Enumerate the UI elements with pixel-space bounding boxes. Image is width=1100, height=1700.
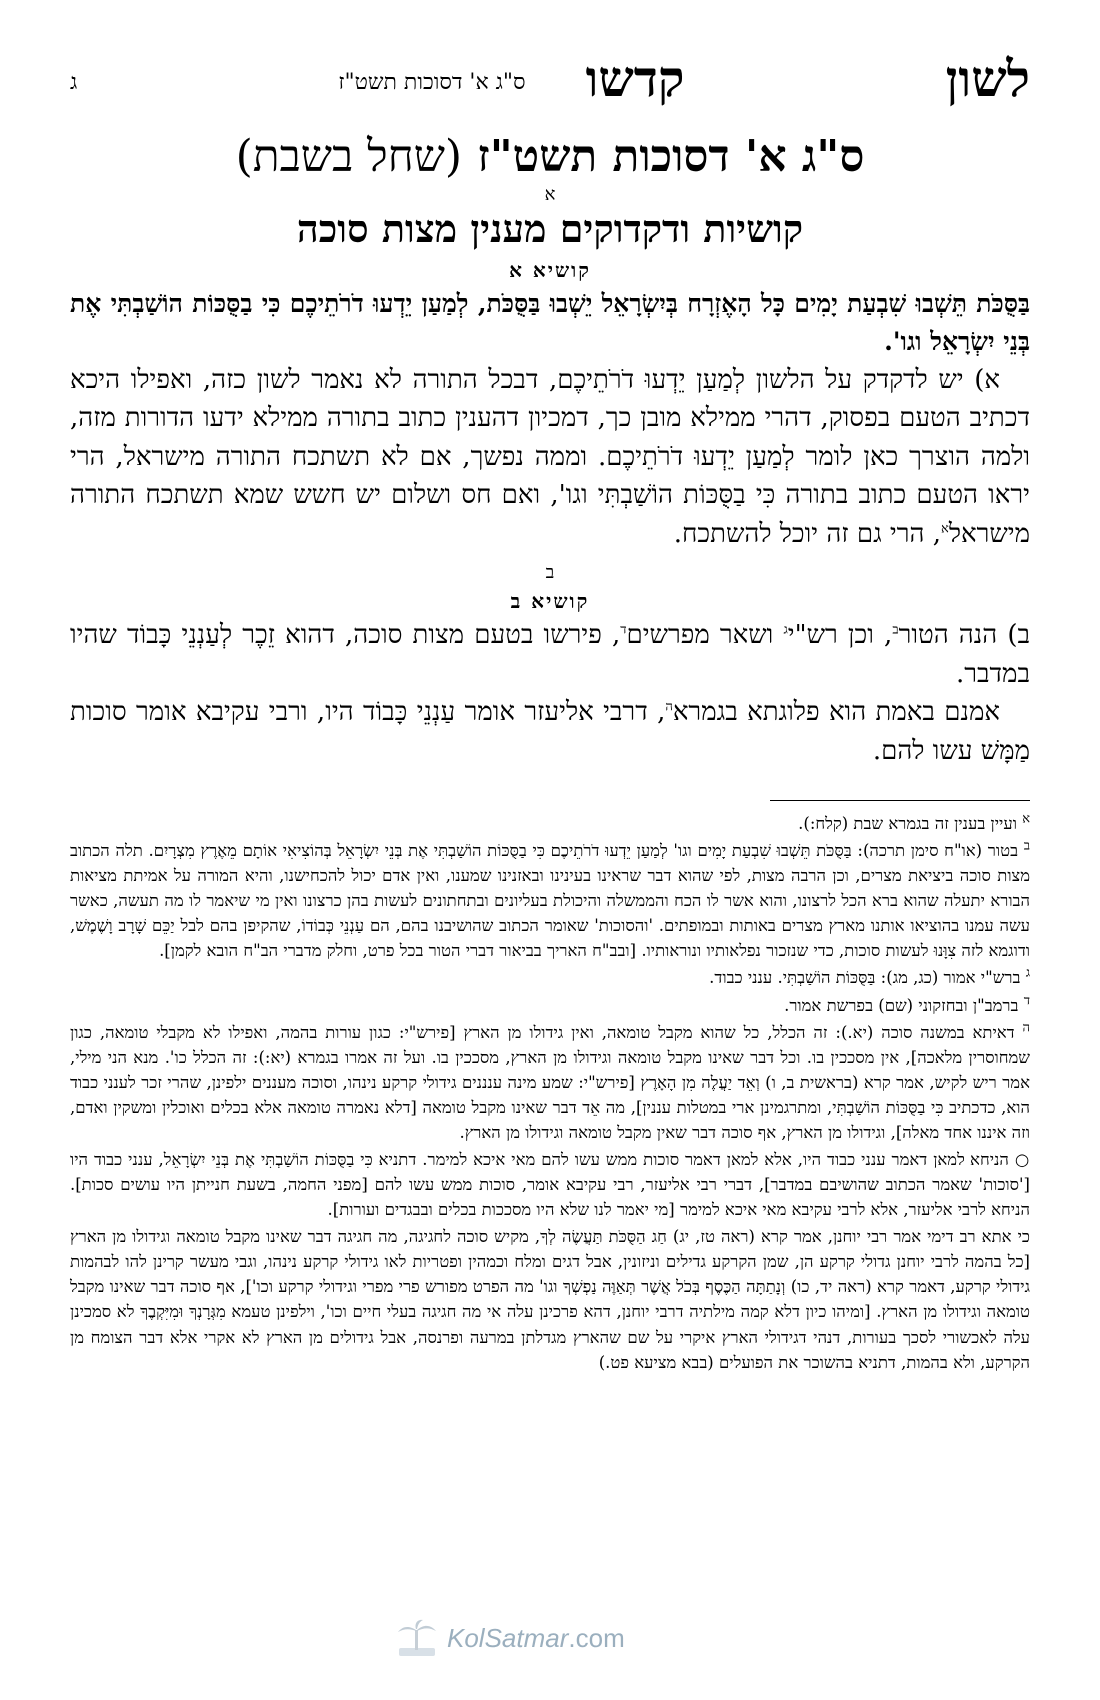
header-right-word: לשון bbox=[945, 49, 1030, 108]
header-second-word: קדשו bbox=[585, 49, 685, 108]
footnote-5-continued bbox=[70, 1147, 1030, 1222]
paragraph-2-part: , וכן רש"י bbox=[787, 620, 893, 651]
footnote-5-continued-2 bbox=[70, 1224, 1030, 1374]
footnote-text: כי אתא רב דימי אמר רבי יוחנן, אמר קרא (ראה טז, יג) חַג הַסֻּכֹּת תַּעֲשֶׂה לְךָ, מקיש סוכה לחגיגה, מה חגיגה דבר שאינו מקבל טומאה וגידולו מן הארץ [כל בהמה לרבי יוחנן גדולי קרקע הן, שמן הקרקע גדילים וניזונין, אבל דגים ומלח וכמהין ופטריות לאו גידולי קרקע נינהו, וגבי מעשר קרינן להו לבהמות גידולי קרקע, דאמר קרא (ראה יד, כו) וְנָתַתָּה הַכֶּסֶף בְּכֹל אֲשֶׁר תְּאַוֶּה נַפְשְׁךָ וגו' מה הפרט מפורש פרי מפרי וגידולי קרקע וכו'], אף סוכה דבר שאינו מקבל טומאה וגידולו מן הארץ. [ומיהו כיון דלא קמה מילתיה דרבי יוחנן, דהא פרכינן עלה אי מה חגיגה בעלי חיים וכו', וילפינן טעמא מִגְּרָנְךָ וּמִיִּקְבֶךָ לא סמכינן עלה לאכשורי לסכך בעורות, דנהי דגידולי הארץ איקרי על שם שהארץ מגדלתן במרעה ופרנסה, אבל גידולים מן הארץ לא אקרי אלא דבר הצומח מן הקרקע, ולא בהמות, דתניא בהשוכר את הפועלים (בבא מציעא פט.) bbox=[70, 1227, 1030, 1372]
paragraph-3-part: , דרבי אליעזר אומר עַנְנֵי כָּבוֹד היו, ורבי עקיבא אומר סוכות מַמָּשׁ עשו להם. bbox=[70, 697, 1030, 766]
paragraph-2-part: ב) הנה הטור bbox=[898, 620, 1030, 651]
header-parsha: ס"ג א' דסוכות תשט"ז bbox=[338, 69, 526, 95]
paragraph-2 bbox=[70, 616, 1030, 693]
footnote-text: דאיתא במשנה סוכה (יא.): זה הכלל, כל שהוא מקבל טומאה, ואין גידולו מן הארץ [פירש"י: כגון עורות בהמה, ואפילו לא מקבלי טומאה, כגון שמחוסרין מלאכה], אין מסככין בו. וכל דבר שאינו מקבל טומאה וגידולו מן הארץ, מסככין בו. ועל זה אמרו בגמרא (יא:): זה הכלל כו'. מנא הני מילי, אמר ריש לקיש, אמר קרא (בראשית ב, ו) וְאֵד יַעֲלֶה מִן הָאָרֶץ [פירש"י: שמע מינה ענננים גידולי קרקע נינהו, וסוכה מעננים ילפינן, שהרי זכר לענני כבוד הוא, כדכתיב כִּי בַסֻּכּוֹת הוֹשַׁבְתִּי, ומתרגמינן ארי במטלות עננין], מה אֵד דבר שאינו מקבל טומאה [דלא נאמרה טומאה אלא בכלים ואוכלין ומשקין ואדם, וזה איננו אחד מאלה], וגידולו מן הארץ, אף סוכה דבר שאין מקבל טומאה וגידולו מן הארץ. bbox=[70, 1022, 1030, 1142]
footnote-ref-c[interactable]: ג bbox=[783, 622, 788, 638]
paragraph-3 bbox=[70, 693, 1030, 770]
footnote-ref-e[interactable]: ה bbox=[665, 699, 673, 715]
watermark bbox=[395, 1618, 625, 1658]
footnote-1 bbox=[70, 811, 1030, 836]
footnote-mark: ה bbox=[1022, 1020, 1030, 1036]
paragraph-2-part: , פירשו בטעם מצות סוכה, דהוא זֵכֶר לְעַנְנֵי כָּבוֹד שהיו במדבר. bbox=[70, 620, 1030, 689]
section-title: קושיות ודקדוקים מענין מצות סוכה bbox=[296, 206, 804, 252]
paragraph-3-part: אמנם באמת הוא פלוגתא בגמרא bbox=[672, 697, 1000, 728]
footnote-3 bbox=[70, 965, 1030, 990]
footnote-mark: ג bbox=[1025, 965, 1030, 981]
section-number-2: ב bbox=[545, 562, 555, 584]
footnote-ref-d[interactable]: ד bbox=[620, 622, 627, 638]
watermark-brand: KolSatmar bbox=[447, 1622, 569, 1653]
title-main: ס"ג א' דסוכות תשט"ז bbox=[477, 131, 865, 182]
watermark-suffix: .com bbox=[568, 1622, 625, 1653]
footnote-ref-a[interactable]: א bbox=[941, 521, 949, 537]
footnote-mark: א bbox=[1022, 811, 1030, 827]
section-number: א bbox=[544, 183, 556, 205]
watermark-text bbox=[447, 1623, 625, 1654]
page-title bbox=[70, 132, 1030, 183]
footnote-text: הניחא למאן דאמר ענני כבוד היו, אלא למאן דאמר סוכות ממש עשו להם מאי איכא למימר. דתניא כִּי בַסֻּכּוֹת הוֹשַׁבְתִּי אֶת בְּנֵי יִשְׂרָאֵל, ענני כבוד היו ['סוכות' שאמר הכתוב שהושיבם במדבר], דברי רבי אליעזר, רבי עקיבא אומר, סוכות ממש עשו להם [מפני החמה, בשעת חנייתן היו עושים סכות]. הניחא לרבי אליעזר, אלא לרבי עקיבא מאי איכא למימר [מי יאמר לנו שלא היו מסככות בכלים ובבגדים ועורות]. bbox=[70, 1150, 1030, 1220]
question-heading-2: קושיא ב bbox=[510, 589, 590, 614]
paragraph-2-part: ושאר מפרשים bbox=[626, 620, 784, 651]
title-paren: (שחל בשבת) bbox=[235, 131, 463, 182]
paragraph-1-text: א) יש לדקדק על הלשון לְמַעַן יֵדְעוּ דֹרֹתֵיכֶם, דבכל התורה לא נאמר לשון כזה, ואפילו היכא דכתיב הטעם בפסוק, דהרי ממילא מובן כך, דמכיון דהענין כתוב בתורה ממילא ידעו הדורות מזה, ולמה הוצרך כאן לומר לְמַעַן יֵדְעוּ דֹרֹתֵיכֶם. וממה נפשך, אם לא תשתכח התורה מישראל, הרי יראו הטעם כתוב בתורה כִּי בַסֻּכּוֹת הוֹשַׁבְתִּי וגו', ואם חס ושלום יש חשש שמא תשתכח התורה מישראל bbox=[70, 364, 1030, 549]
footnote-mark: ד bbox=[1023, 993, 1030, 1009]
footnote-2 bbox=[70, 838, 1030, 963]
footnotes bbox=[70, 811, 1030, 1375]
footnote-text: בטור (או"ח סימן תרכה): בַּסֻּכֹּת תֵּשְׁבוּ שִׁבְעַת יָמִים וגו' לְמַעַן יֵדְעוּ דֹרֹתֵיכֶם כִּי בַסֻּכּוֹת הוֹשַׁבְתִּי אֶת בְּנֵי יִשְׂרָאֵל בְּהוֹצִיאִי אוֹתָם מֵאֶרֶץ מִצְרָיִם. תלה הכתוב מצות סוכה ביציאת מצרים, וכן הרבה מצות, לפי שהוא דבר שראינו בעינינו ובאזנינו שמענו, ואין אדם יכול להכחישנו, והיא המורה על אמיתת מציאות הבורא יתעלה שהוא ברא הכל לרצונו, והוא אשר לו הכח והממשלה והיכולת בעליונים ובתחתונים לעשות בהן כרצונו ואין מי שיאמר לו מה תעשה, כאשר עשה עמנו בהוציאו אותנו מארץ מצרים באותות ובמופתים. 'והסוכות' שאומר הכתוב שהושיבנו בהם, הם עַנְנֵי כְּבוֹדוֹ, שהקיפן בהם לבל יַכֵּם שָׁרָב וָשֶׁמֶשׁ, ודוגמא לזה צִוָּנוּ לעשות סוכות, כדי שנזכור נפלאותיו ונוראותיו. [ובב"ח האריך בביאור דברי הטור בכל פרט, וחלק מדברי הב"ח הובא לקמן]. bbox=[70, 841, 1030, 961]
paragraph-1 bbox=[70, 361, 1030, 553]
footnote-5 bbox=[70, 1020, 1030, 1145]
footnote-text: ברמב"ן ובחזקוני (שם) בפרשת אמור. bbox=[784, 995, 1019, 1015]
footnote-mark: ○ bbox=[1014, 1150, 1030, 1170]
palm-tree-icon bbox=[395, 1618, 439, 1658]
verse-quote: בַּסֻּכֹּת תֵּשְׁבוּ שִׁבְעַת יָמִים כָּל הָאֶזְרָח בְּיִשְׂרָאֵל יֵשְׁבוּ בַּסֻּכֹּת, לְמַעַן יֵדְעוּ דֹרֹתֵיכֶם כִּי בַסֻּכּוֹת הוֹשַׁבְתִּי אֶת בְּנֵי יִשְׂרָאֵל וגו'. bbox=[70, 288, 1030, 356]
footnote-4 bbox=[70, 993, 1030, 1018]
footnote-mark: ב bbox=[1023, 838, 1030, 854]
paragraph-1-end: , הרי גם זה יוכל להשתכח. bbox=[673, 518, 941, 549]
page-number: ג bbox=[70, 69, 78, 95]
running-header bbox=[70, 42, 1030, 108]
footnote-text: ברש"י אמור (כג, מג): בַּסֻּכּוֹת הוֹשַׁבְתִּי. ענני כבוד. bbox=[709, 968, 1021, 988]
footnote-text: ועיין בענין זה בגמרא שבת (קלח:). bbox=[798, 814, 1017, 833]
header-center-group bbox=[77, 49, 945, 108]
question-heading-1: קושיא א bbox=[509, 257, 591, 282]
footnote-divider bbox=[770, 800, 1030, 801]
footnote-ref-b[interactable]: ב bbox=[892, 622, 899, 638]
